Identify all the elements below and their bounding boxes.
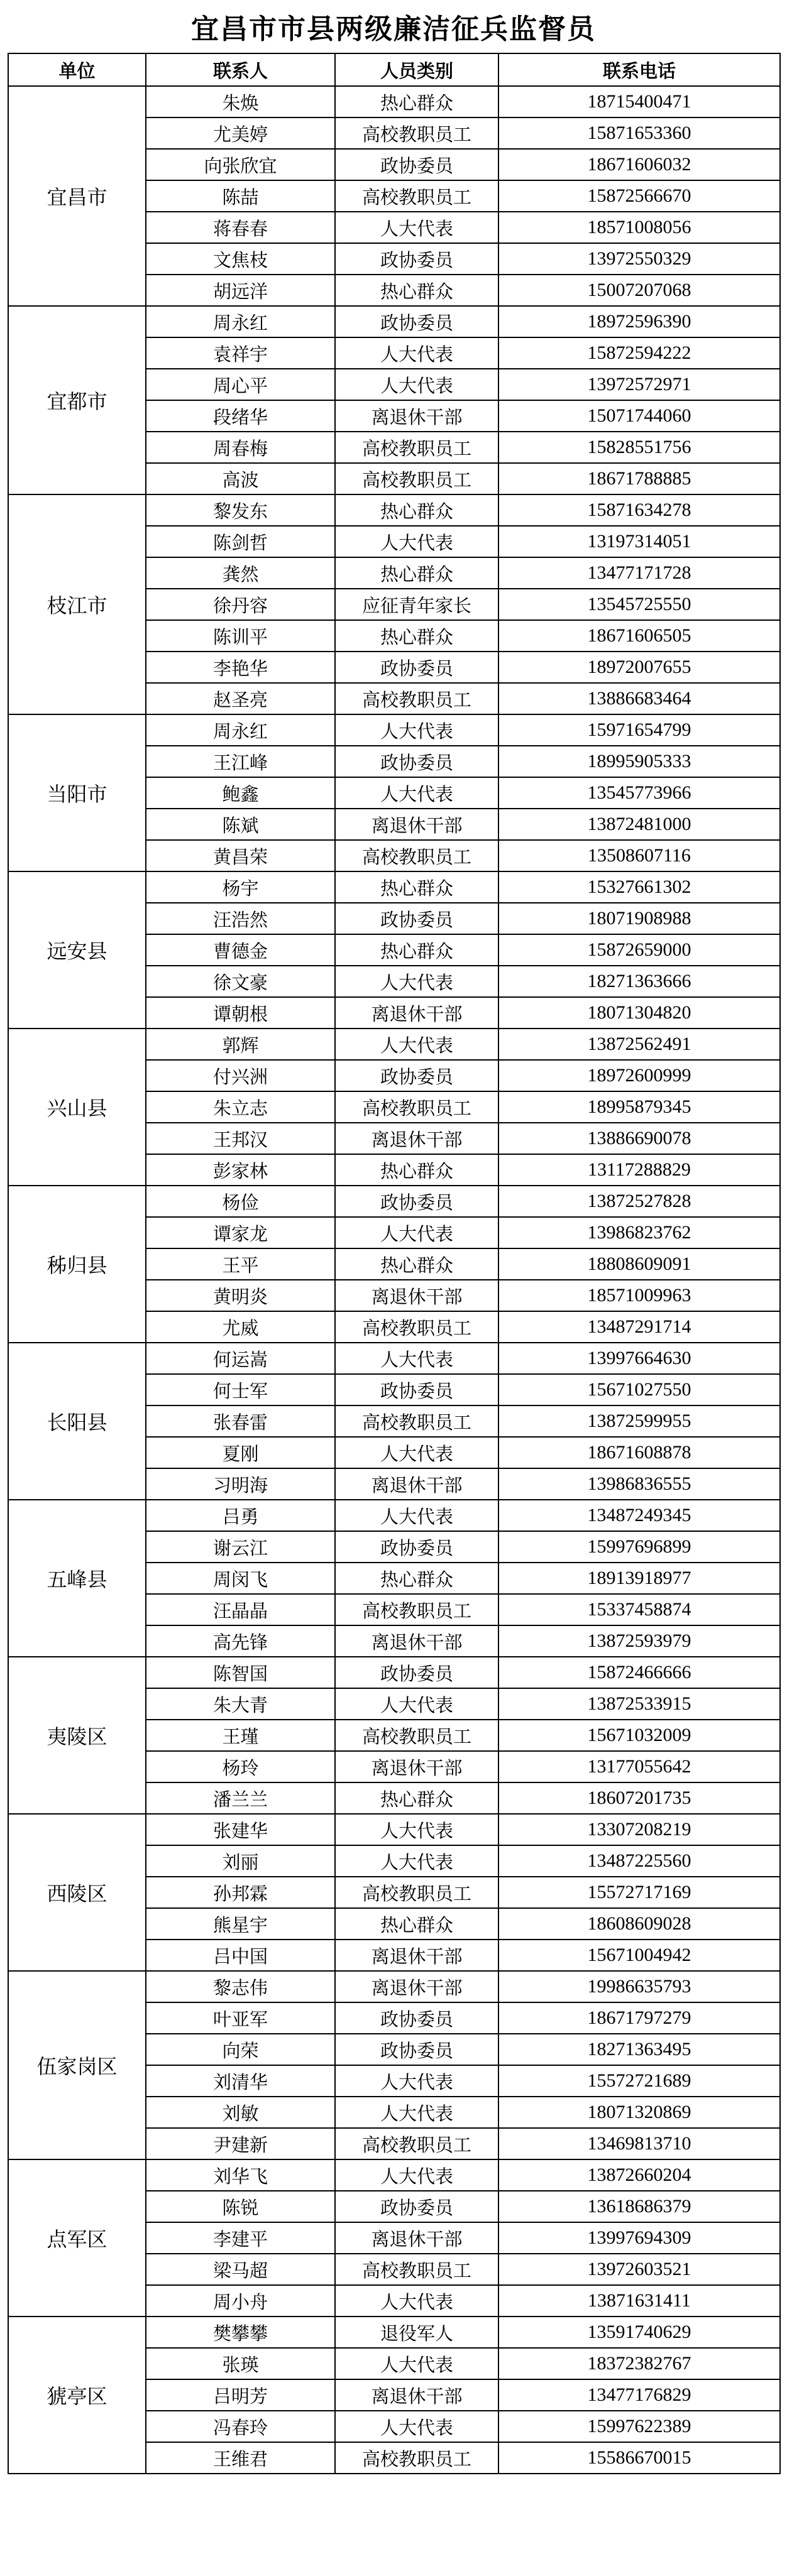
phone-cell: 13197314051 [498,526,780,557]
table-row [8,1186,780,1217]
contact-name-cell: 李艳华 [146,652,335,683]
phone-cell: 15872659000 [498,934,780,966]
contact-name-cell: 朱焕 [146,86,335,117]
unit-cell: 远安县 [8,871,146,1029]
phone-cell: 15071744060 [498,400,780,432]
supervisor-table [8,53,781,2474]
header-contact: 联系人 [146,53,335,86]
category-cell: 热心群众 [335,557,498,589]
phone-cell: 13997694309 [498,2222,780,2254]
category-cell: 高校教职员工 [335,2128,498,2159]
phone-cell: 13477171728 [498,557,780,589]
table-row [8,1657,780,1688]
category-cell: 人大代表 [335,1029,498,1060]
category-cell: 政协委员 [335,1374,498,1405]
unit-cell: 秭归县 [8,1186,146,1343]
contact-name-cell: 周春梅 [146,432,335,463]
category-cell: 高校教职员工 [335,1405,498,1437]
phone-cell: 13477176829 [498,2379,780,2411]
phone-cell: 18571008056 [498,212,780,243]
phone-cell: 13972550329 [498,243,780,275]
category-cell: 政协委员 [335,1531,498,1563]
table-row [8,306,780,337]
phone-cell: 13487249345 [498,1500,780,1531]
contact-name-cell: 刘敏 [146,2097,335,2128]
phone-cell: 18972007655 [498,652,780,683]
contact-name-cell: 蒋春春 [146,212,335,243]
contact-name-cell: 龚然 [146,557,335,589]
category-cell: 离退休干部 [335,997,498,1029]
contact-name-cell: 高波 [146,463,335,494]
phone-cell: 13487291714 [498,1311,780,1343]
unit-cell: 枝江市 [8,494,146,714]
unit-cell: 猇亭区 [8,2317,146,2474]
contact-name-cell: 黄昌荣 [146,840,335,871]
category-cell: 人大代表 [335,1217,498,1248]
contact-name-cell: 杨玲 [146,1751,335,1782]
unit-cell: 长阳县 [8,1343,146,1500]
phone-cell: 13545773966 [498,777,780,809]
table-row [8,2159,780,2191]
page-title: 宜昌市市县两级廉洁征兵监督员 [191,13,596,45]
phone-cell: 13307208219 [498,1814,780,1845]
phone-cell: 18808609091 [498,1248,780,1280]
phone-cell: 18995905333 [498,746,780,777]
category-cell: 人大代表 [335,337,498,369]
contact-name-cell: 何运嵩 [146,1343,335,1374]
contact-name-cell: 吕勇 [146,1500,335,1531]
phone-cell: 13872481000 [498,809,780,840]
table-row [8,1343,780,1374]
contact-name-cell: 谭家龙 [146,1217,335,1248]
contact-name-cell: 樊攀攀 [146,2317,335,2348]
contact-name-cell: 周永红 [146,714,335,746]
contact-name-cell: 陈锐 [146,2191,335,2222]
category-cell: 人大代表 [335,777,498,809]
contact-name-cell: 黄明炎 [146,1280,335,1311]
category-cell: 高校教职员工 [335,840,498,871]
header-category: 人员类别 [335,53,498,86]
phone-cell: 18671606032 [498,149,780,180]
category-cell: 人大代表 [335,2348,498,2379]
unit-cell: 宜昌市 [8,86,146,306]
unit-cell: 宜都市 [8,306,146,494]
contact-name-cell: 陈剑哲 [146,526,335,557]
phone-cell: 19986635793 [498,1971,780,2002]
phone-cell: 15572717169 [498,1877,780,1908]
phone-cell: 15971654799 [498,714,780,746]
category-cell: 人大代表 [335,714,498,746]
category-cell: 高校教职员工 [335,1720,498,1751]
contact-name-cell: 王江峰 [146,746,335,777]
contact-name-cell: 朱立志 [146,1091,335,1123]
phone-cell: 18071304820 [498,997,780,1029]
phone-cell: 15572721689 [498,2065,780,2097]
category-cell: 热心群众 [335,620,498,652]
category-cell: 离退休干部 [335,1468,498,1500]
contact-name-cell: 刘丽 [146,1845,335,1877]
phone-cell: 15871653360 [498,117,780,149]
table-row [8,1029,780,1060]
phone-cell: 18995879345 [498,1091,780,1123]
table-row [8,871,780,903]
contact-name-cell: 段绪华 [146,400,335,432]
contact-name-cell: 周小舟 [146,2285,335,2317]
phone-cell: 15007207068 [498,275,780,306]
table-row [8,2317,780,2348]
contact-name-cell: 谭朝根 [146,997,335,1029]
phone-cell: 18913918977 [498,1563,780,1594]
phone-cell: 15327661302 [498,871,780,903]
category-cell: 人大代表 [335,369,498,400]
contact-name-cell: 付兴洲 [146,1060,335,1091]
category-cell: 高校教职员工 [335,1311,498,1343]
category-cell: 人大代表 [335,2097,498,2128]
phone-cell: 18607201735 [498,1782,780,1814]
phone-cell: 18071320869 [498,2097,780,2128]
contact-name-cell: 尹建新 [146,2128,335,2159]
category-cell: 政协委员 [335,2191,498,2222]
contact-name-cell: 夏刚 [146,1437,335,1468]
category-cell: 离退休干部 [335,2222,498,2254]
phone-cell: 15871634278 [498,494,780,526]
contact-name-cell: 周心平 [146,369,335,400]
contact-name-cell: 赵圣亮 [146,683,335,714]
contact-name-cell: 陈喆 [146,180,335,212]
category-cell: 高校教职员工 [335,1091,498,1123]
contact-name-cell: 徐文豪 [146,966,335,997]
phone-cell: 15872566670 [498,180,780,212]
contact-name-cell: 尤美婷 [146,117,335,149]
phone-cell: 18571009963 [498,1280,780,1311]
phone-cell: 13487225560 [498,1845,780,1877]
phone-cell: 13872660204 [498,2159,780,2191]
category-cell: 离退休干部 [335,2379,498,2411]
contact-name-cell: 高先锋 [146,1625,335,1657]
contact-name-cell: 潘兰兰 [146,1782,335,1814]
phone-cell: 13872527828 [498,1186,780,1217]
phone-cell: 13986836555 [498,1468,780,1500]
contact-name-cell: 谢云江 [146,1531,335,1563]
contact-name-cell: 杨俭 [146,1186,335,1217]
phone-cell: 15828551756 [498,432,780,463]
category-cell: 政协委员 [335,903,498,934]
category-cell: 政协委员 [335,2034,498,2065]
category-cell: 离退休干部 [335,1280,498,1311]
phone-cell: 13986823762 [498,1217,780,1248]
contact-name-cell: 陈智国 [146,1657,335,1688]
contact-name-cell: 郭辉 [146,1029,335,1060]
table-row [8,1814,780,1845]
category-cell: 热心群众 [335,494,498,526]
unit-cell: 兴山县 [8,1029,146,1186]
contact-name-cell: 周闵飞 [146,1563,335,1594]
contact-name-cell: 曹德金 [146,934,335,966]
contact-name-cell: 彭家林 [146,1154,335,1186]
contact-name-cell: 张春雷 [146,1405,335,1437]
phone-cell: 13508607116 [498,840,780,871]
category-cell: 政协委员 [335,1657,498,1688]
phone-cell: 15997622389 [498,2411,780,2442]
phone-cell: 18671608878 [498,1437,780,1468]
category-cell: 热心群众 [335,86,498,117]
phone-cell: 18972600999 [498,1060,780,1091]
category-cell: 高校教职员工 [335,180,498,212]
category-cell: 离退休干部 [335,1971,498,2002]
unit-cell: 伍家岗区 [8,1971,146,2159]
phone-cell: 15872594222 [498,337,780,369]
category-cell: 离退休干部 [335,1751,498,1782]
category-cell: 退役军人 [335,2317,498,2348]
contact-name-cell: 向荣 [146,2034,335,2065]
category-cell: 政协委员 [335,1060,498,1091]
phone-cell: 18972596390 [498,306,780,337]
category-cell: 政协委员 [335,1186,498,1217]
category-cell: 人大代表 [335,2285,498,2317]
phone-cell: 13872562491 [498,1029,780,1060]
phone-cell: 18715400471 [498,86,780,117]
unit-cell: 西陵区 [8,1814,146,1971]
category-cell: 应征青年家长 [335,589,498,620]
phone-cell: 18071908988 [498,903,780,934]
category-cell: 人大代表 [335,212,498,243]
contact-name-cell: 周永红 [146,306,335,337]
contact-name-cell: 熊星宇 [146,1908,335,1940]
contact-name-cell: 尤威 [146,1311,335,1343]
phone-cell: 13591740629 [498,2317,780,2348]
phone-cell: 15872466666 [498,1657,780,1688]
header-phone: 联系电话 [498,53,780,86]
contact-name-cell: 王维君 [146,2442,335,2474]
category-cell: 高校教职员工 [335,117,498,149]
contact-name-cell: 习明海 [146,1468,335,1500]
category-cell: 政协委员 [335,306,498,337]
table-body [8,86,780,2474]
contact-name-cell: 汪晶晶 [146,1594,335,1625]
category-cell: 离退休干部 [335,1940,498,1971]
phone-cell: 18271363495 [498,2034,780,2065]
phone-cell: 13872599955 [498,1405,780,1437]
phone-cell: 18671797279 [498,2002,780,2034]
phone-cell: 13871631411 [498,2285,780,2317]
category-cell: 人大代表 [335,1688,498,1720]
category-cell: 高校教职员工 [335,432,498,463]
contact-name-cell: 刘华飞 [146,2159,335,2191]
contact-name-cell: 朱大青 [146,1688,335,1720]
category-cell: 高校教职员工 [335,2254,498,2285]
phone-cell: 15337458874 [498,1594,780,1625]
phone-cell: 15586670015 [498,2442,780,2474]
phone-cell: 13469813710 [498,2128,780,2159]
table-row [8,86,780,117]
contact-name-cell: 张建华 [146,1814,335,1845]
contact-name-cell: 王邦汉 [146,1123,335,1154]
contact-name-cell: 陈训平 [146,620,335,652]
category-cell: 人大代表 [335,1343,498,1374]
category-cell: 政协委员 [335,243,498,275]
phone-cell: 13972603521 [498,2254,780,2285]
contact-name-cell: 黎志伟 [146,1971,335,2002]
category-cell: 人大代表 [335,2065,498,2097]
contact-name-cell: 冯春玲 [146,2411,335,2442]
category-cell: 离退休干部 [335,809,498,840]
category-cell: 热心群众 [335,871,498,903]
table-header-row [8,53,780,86]
category-cell: 人大代表 [335,966,498,997]
contact-name-cell: 鲍鑫 [146,777,335,809]
phone-cell: 15671032009 [498,1720,780,1751]
phone-cell: 15997696899 [498,1531,780,1563]
contact-name-cell: 吕中国 [146,1940,335,1971]
contact-name-cell: 吕明芳 [146,2379,335,2411]
contact-name-cell: 王平 [146,1248,335,1280]
category-cell: 热心群众 [335,1563,498,1594]
contact-name-cell: 何士军 [146,1374,335,1405]
contact-name-cell: 汪浩然 [146,903,335,934]
phone-cell: 15671004942 [498,1940,780,1971]
category-cell: 热心群众 [335,275,498,306]
category-cell: 人大代表 [335,2411,498,2442]
phone-cell: 13886690078 [498,1123,780,1154]
contact-name-cell: 叶亚军 [146,2002,335,2034]
phone-cell: 18608609028 [498,1908,780,1940]
phone-cell: 13117288829 [498,1154,780,1186]
table-row [8,494,780,526]
unit-cell: 当阳市 [8,714,146,871]
category-cell: 离退休干部 [335,1625,498,1657]
category-cell: 高校教职员工 [335,463,498,494]
unit-cell: 五峰县 [8,1500,146,1657]
category-cell: 人大代表 [335,1814,498,1845]
phone-cell: 13886683464 [498,683,780,714]
contact-name-cell: 向张欣宜 [146,149,335,180]
category-cell: 政协委员 [335,652,498,683]
category-cell: 热心群众 [335,934,498,966]
category-cell: 人大代表 [335,1845,498,1877]
phone-cell: 13177055642 [498,1751,780,1782]
category-cell: 高校教职员工 [335,2442,498,2474]
phone-cell: 13618686379 [498,2191,780,2222]
unit-cell: 点军区 [8,2159,146,2317]
category-cell: 人大代表 [335,526,498,557]
contact-name-cell: 杨宇 [146,871,335,903]
phone-cell: 13872533915 [498,1688,780,1720]
category-cell: 政协委员 [335,746,498,777]
phone-cell: 13545725550 [498,589,780,620]
category-cell: 离退休干部 [335,400,498,432]
category-cell: 高校教职员工 [335,683,498,714]
category-cell: 热心群众 [335,1248,498,1280]
phone-cell: 18671606505 [498,620,780,652]
unit-cell: 夷陵区 [8,1657,146,1814]
contact-name-cell: 梁马超 [146,2254,335,2285]
category-cell: 高校教职员工 [335,1594,498,1625]
contact-name-cell: 李建平 [146,2222,335,2254]
phone-cell: 15671027550 [498,1374,780,1405]
category-cell: 高校教职员工 [335,1877,498,1908]
phone-cell: 13972572971 [498,369,780,400]
contact-name-cell: 文焦枝 [146,243,335,275]
header-unit: 单位 [8,53,146,86]
table-row [8,1971,780,2002]
category-cell: 政协委员 [335,149,498,180]
contact-name-cell: 胡远洋 [146,275,335,306]
phone-cell: 18372382767 [498,2348,780,2379]
category-cell: 人大代表 [335,1437,498,1468]
table-row [8,1500,780,1531]
contact-name-cell: 陈斌 [146,809,335,840]
phone-cell: 18271363666 [498,966,780,997]
category-cell: 离退休干部 [335,1123,498,1154]
contact-name-cell: 徐丹容 [146,589,335,620]
contact-name-cell: 张瑛 [146,2348,335,2379]
phone-cell: 13997664630 [498,1343,780,1374]
category-cell: 热心群众 [335,1154,498,1186]
category-cell: 政协委员 [335,2002,498,2034]
table-row [8,714,780,746]
contact-name-cell: 王瑾 [146,1720,335,1751]
contact-name-cell: 刘清华 [146,2065,335,2097]
category-cell: 人大代表 [335,2159,498,2191]
phone-cell: 18671788885 [498,463,780,494]
phone-cell: 13872593979 [498,1625,780,1657]
contact-name-cell: 袁祥宇 [146,337,335,369]
category-cell: 人大代表 [335,1500,498,1531]
contact-name-cell: 黎发东 [146,494,335,526]
category-cell: 热心群众 [335,1908,498,1940]
category-cell: 热心群众 [335,1782,498,1814]
contact-name-cell: 孙邦霖 [146,1877,335,1908]
